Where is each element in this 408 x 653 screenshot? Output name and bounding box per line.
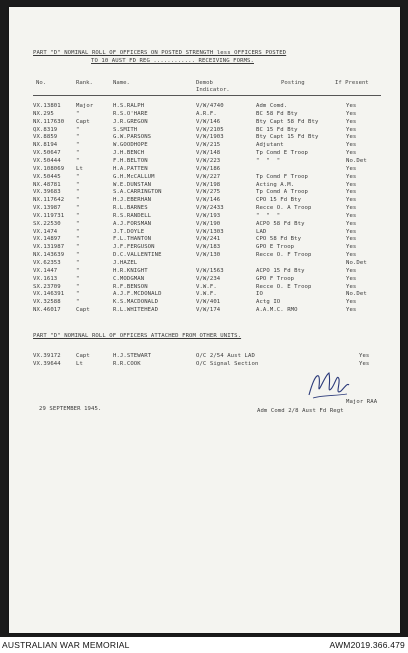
table-cell-demob: V/W/215 (196, 142, 221, 149)
table-cell-name: R.S.O'HARE (113, 110, 148, 117)
table-cell-demob: V/W/1303 (196, 228, 224, 235)
table-cell-rank: " (76, 260, 80, 266)
table-cell-no: NX.117630 (33, 118, 65, 125)
table-cell-rank: Lt (76, 165, 83, 172)
table-cell-rank: " (76, 228, 80, 235)
table-cell-rank: " (76, 236, 80, 243)
table-cell-rank: " (76, 134, 80, 141)
attached-cell-rank: Capt (76, 353, 90, 359)
table-cell-demob: V/W/193 (196, 212, 221, 219)
table-cell-posting: Acting A.M. (256, 181, 295, 188)
header-present: If Present (335, 80, 369, 86)
table-cell-name: F.H.BELTON (113, 157, 148, 164)
table-cell-name: H.S.RALPH (113, 103, 145, 109)
table-cell-posting: " " " (256, 212, 281, 219)
table-cell-posting: CPO 58 Fd Bty (256, 236, 302, 243)
table-cell-posting: Bty Capt 58 Fd Bty (256, 118, 319, 125)
table-cell-posting: Recce O. E Troop (256, 283, 312, 290)
table-cell-rank: " (76, 189, 80, 196)
table-cell-rank: " (76, 181, 80, 188)
table-cell-name: K.S.MACDONALD (113, 299, 159, 306)
table-cell-posting: Recce O. A Troop (256, 205, 312, 212)
table-cell-no: VX.108069 (33, 165, 65, 172)
table-cell-demob: V/W/146 (196, 118, 221, 125)
table-cell-no: VX.39683 (33, 189, 61, 196)
table-cell-no: VX.146391 (33, 291, 65, 298)
table-cell-demob: V/W/2105 (196, 126, 224, 133)
table-cell-demob: V/W/1903 (196, 134, 224, 141)
table-cell-posting: Tp Comd A Troop (256, 189, 309, 196)
table-cell-present: Yes (346, 165, 357, 172)
table-cell-present: Yes (346, 267, 357, 274)
table-cell-present: Yes (346, 142, 357, 149)
table-cell-no: VX.1613 (33, 275, 58, 282)
table-cell-name: D.C.VALLENTINE (113, 252, 162, 259)
table-cell-rank: Major (76, 103, 94, 109)
table-cell-demob: V/W/174 (196, 307, 221, 314)
table-cell-no: NX.143639 (33, 252, 65, 259)
table-cell-name: H.R.KNIGHT (113, 267, 148, 274)
table-cell-posting: ACPO 15 Fd Bty (256, 267, 305, 274)
table-cell-no: VX.119731 (33, 212, 65, 219)
table-cell-name: J.F.FERGUSON (113, 244, 155, 251)
table-cell-rank: " (76, 110, 80, 117)
table-cell-demob: V/W/146 (196, 197, 221, 204)
table-cell-name: C.MODGMAN (113, 275, 145, 282)
table-cell-present: Yes (346, 134, 357, 141)
table-cell-no: VX.13801 (33, 103, 61, 109)
attached-cell-posting: O/C 2/54 Aust LAD (196, 353, 255, 359)
table-cell-rank: " (76, 252, 80, 259)
table-cell-present: Yes (346, 236, 357, 243)
header-rule (33, 95, 381, 96)
attached-cell-present: Yes (359, 361, 370, 367)
table-cell-rank: " (76, 283, 80, 290)
table-cell-no: VX.14897 (33, 236, 61, 243)
table-cell-present: Yes (346, 181, 357, 188)
table-cell-rank: " (76, 267, 80, 274)
document-page (9, 7, 400, 633)
table-cell-no: VX.50647 (33, 150, 61, 157)
table-cell-name: J.HAZEL (113, 260, 138, 266)
attached-cell-present: Yes (359, 353, 370, 359)
table-cell-posting: Actg IO (256, 299, 281, 306)
header-rank: Rank. (76, 80, 93, 86)
table-cell-present: Yes (346, 212, 357, 219)
table-cell-demob: V/W/227 (196, 173, 221, 180)
table-cell-posting: ACPO 58 Fd Bty (256, 220, 305, 227)
table-cell-rank: " (76, 244, 80, 251)
table-cell-no: SX.22530 (33, 220, 61, 227)
table-cell-demob: V/W/401 (196, 299, 221, 306)
table-cell-present: Yes (346, 244, 357, 251)
table-cell-demob: V/W/190 (196, 220, 221, 227)
table-cell-posting: Recce O. F Troop (256, 252, 312, 259)
table-cell-present: No.Det (346, 157, 367, 164)
table-cell-demob: V.W.F. (196, 291, 217, 298)
table-cell-posting: LAD (256, 228, 267, 235)
table-cell-present: Yes (346, 228, 357, 235)
table-cell-name: H.A.PATTEN (113, 165, 148, 172)
table-cell-posting: Adjutant (256, 142, 284, 149)
table-cell-demob: V.W.F. (196, 283, 217, 290)
table-cell-rank: " (76, 173, 80, 180)
table-cell-posting: GPO E Troop (256, 244, 295, 251)
header-no: No. (36, 80, 47, 86)
table-cell-name: F.L.THANTON (113, 236, 152, 243)
table-cell-rank: " (76, 150, 80, 157)
table-cell-present: Yes (346, 197, 357, 204)
table-cell-no: VX.50444 (33, 157, 61, 164)
attached-cell-name: R.R.COOK (113, 361, 141, 367)
table-cell-posting: Bty Capt 15 Fd Bty (256, 134, 319, 141)
table-cell-posting: Tp Comd F Troop (256, 173, 309, 180)
table-cell-no: SX.23709 (33, 283, 61, 290)
table-cell-no: VX.1447 (33, 267, 58, 274)
table-cell-name: S.A.CARRINGTON (113, 189, 162, 196)
table-cell-name: A.J.F.MCDONALD (113, 291, 162, 298)
signature-rank: Major RAA (346, 399, 378, 405)
table-cell-rank: " (76, 126, 80, 133)
table-cell-present: Yes (346, 275, 357, 282)
table-cell-rank: " (76, 275, 80, 282)
table-cell-name: G.H.McCALLUM (113, 173, 155, 180)
table-cell-no: NX.117642 (33, 197, 65, 204)
table-cell-name: J.T.DOYLE (113, 228, 145, 235)
table-cell-demob: A.R.F. (196, 110, 217, 117)
table-cell-name: J.H.BENCH (113, 150, 145, 157)
footer-bar (0, 637, 408, 653)
attached-title: PART "D" NOMINAL ROLL OF OFFICERS ATTACHED FROM OTHER UNITS. (33, 333, 242, 339)
table-cell-posting: Adm Comd. (256, 103, 288, 109)
table-cell-name: W.GOODHOPE (113, 142, 148, 149)
table-cell-demob: V/W/183 (196, 244, 221, 251)
table-cell-no: VX.32588 (33, 299, 61, 306)
table-cell-no: VX.62353 (33, 260, 61, 266)
document-title: PART "D" NOMINAL ROLL OF OFFICERS ON POSTED STRENGTH less OFFICERS POSTED (33, 50, 287, 56)
table-cell-name: J.R.GREGON (113, 118, 148, 125)
table-cell-rank: " (76, 197, 80, 204)
table-cell-present: Yes (346, 283, 357, 290)
table-cell-demob: V/W/234 (196, 275, 221, 282)
table-cell-name: R.S.RANDELL (113, 212, 152, 219)
table-cell-posting: Tp Comd E Troop (256, 150, 309, 157)
table-cell-demob: V/W/2433 (196, 205, 224, 212)
footer-accession: AWM2019.366.479 (329, 640, 405, 650)
table-cell-posting: BC 15 Fd Bty (256, 126, 298, 133)
table-cell-rank: " (76, 157, 80, 164)
table-cell-name: W.E.DUNSTAN (113, 181, 152, 188)
table-cell-present: No.Det (346, 260, 367, 266)
table-cell-rank: " (76, 205, 80, 212)
table-cell-rank: " (76, 212, 80, 219)
table-cell-posting: GPO F Troop (256, 275, 295, 282)
header-posting: Posting (281, 80, 305, 86)
header-demob: Demob Indicator. (196, 80, 230, 93)
table-cell-name: S.SMITH (113, 126, 138, 133)
table-cell-rank: " (76, 291, 80, 298)
table-cell-posting: " " " (256, 157, 281, 164)
table-cell-present: Yes (346, 150, 357, 157)
document-date: 29 SEPTEMBER 1945. (39, 406, 102, 412)
table-cell-rank: " (76, 299, 80, 306)
attached-cell-no: VX.39644 (33, 361, 61, 367)
table-cell-no: VX.50445 (33, 173, 61, 180)
footer-credit: AUSTRALIAN WAR MEMORIAL (2, 640, 130, 650)
attached-cell-rank: Lt (76, 361, 83, 367)
table-cell-present: Yes (346, 173, 357, 180)
signature-title: Adm Comd 2/8 Aust Fd Regt (257, 408, 344, 414)
table-cell-demob: V/W/148 (196, 150, 221, 157)
table-cell-no: NX.48781 (33, 181, 61, 188)
table-cell-no: QX.8319 (33, 126, 58, 133)
table-cell-present: Yes (346, 205, 357, 212)
document-title-line2: TO 10 AUST FD REG ............ RECEIVING FORMS. (91, 58, 254, 64)
attached-cell-posting: O/C Signal Section (196, 361, 259, 367)
table-cell-demob: V/W/4740 (196, 103, 224, 109)
table-cell-demob: V/W/223 (196, 157, 221, 164)
table-cell-posting: A.A.M.C. RMO (256, 307, 298, 314)
table-cell-rank: Capt (76, 118, 90, 125)
table-cell-no: VX.13987 (33, 205, 61, 212)
table-cell-name: R.L.BARNES (113, 205, 148, 212)
table-cell-no: NX.46017 (33, 307, 61, 314)
table-cell-demob: V/W/1563 (196, 267, 224, 274)
table-cell-present: Yes (346, 189, 357, 196)
table-cell-present: Yes (346, 110, 357, 117)
table-cell-present: Yes (346, 220, 357, 227)
table-cell-demob: V/W/186 (196, 165, 221, 172)
table-cell-present: Yes (346, 299, 357, 306)
table-cell-name: A.J.FORSMAN (113, 220, 152, 227)
table-cell-no: VX.1474 (33, 228, 58, 235)
table-cell-name: G.W.PARSONS (113, 134, 152, 141)
table-cell-demob: V/W/130 (196, 252, 221, 259)
table-cell-demob: V/W/275 (196, 189, 221, 196)
table-cell-name: R.F.BENSON (113, 283, 148, 290)
table-cell-present: Yes (346, 103, 357, 109)
header-name: Name. (113, 80, 130, 86)
table-cell-posting: IO (256, 291, 263, 298)
attached-cell-no: VX.39172 (33, 353, 61, 359)
table-cell-demob: V/W/241 (196, 236, 221, 243)
table-cell-name: H.J.EBERHAN (113, 197, 152, 204)
table-cell-present: Yes (346, 307, 357, 314)
table-cell-no: VX.8859 (33, 134, 58, 141)
table-cell-present: Yes (346, 252, 357, 259)
table-cell-rank: " (76, 142, 80, 149)
table-cell-present: Yes (346, 126, 357, 133)
table-cell-posting: BC 58 Fd Bty (256, 110, 298, 117)
table-cell-posting: CPO 15 Fd Bty (256, 197, 302, 204)
table-cell-present: No.Det (346, 291, 367, 298)
table-cell-no: NX.295 (33, 110, 54, 117)
table-cell-demob: V/W/198 (196, 181, 221, 188)
attached-cell-name: H.J.STEWART (113, 353, 152, 359)
table-cell-rank: Capt (76, 307, 90, 314)
table-cell-no: NX.8194 (33, 142, 58, 149)
table-cell-no: VX.131987 (33, 244, 65, 251)
table-cell-present: Yes (346, 118, 357, 125)
table-cell-name: R.L.WHITEHEAD (113, 307, 159, 314)
table-cell-rank: " (76, 220, 80, 227)
